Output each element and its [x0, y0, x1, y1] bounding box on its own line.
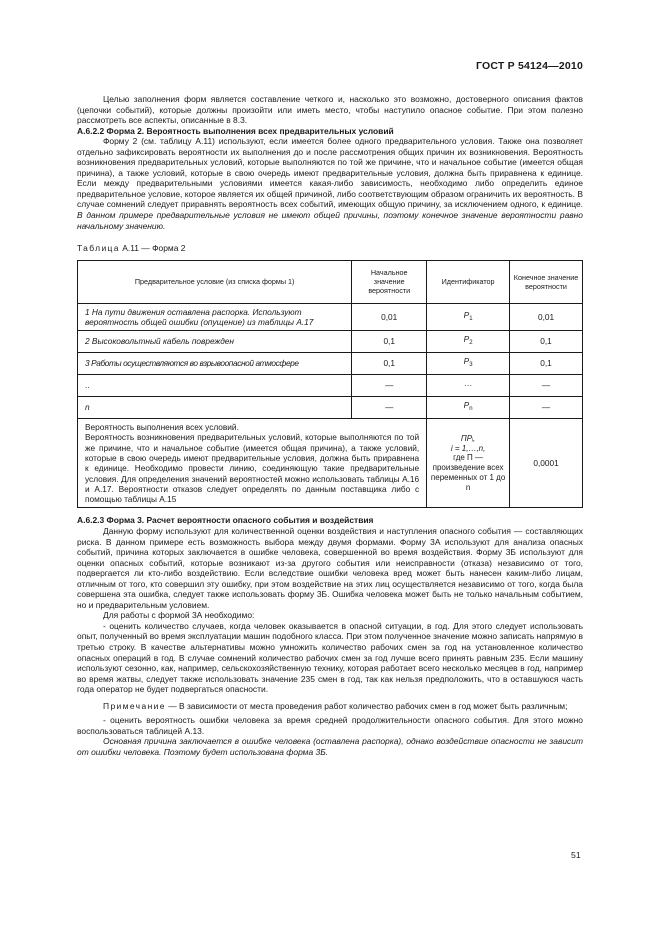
identifier-base: P	[463, 309, 470, 320]
summary-identifier	[427, 419, 510, 508]
note-paragraph	[77, 701, 583, 712]
section-a623-paragraph-1: Данную форму используют для количественной оценки воздействия и наступления опасного события — составляющих риска. В данном примере есть возможность выбора между двумя формами. Форму 3А используют для анализа опасных событий, причина которых заключается в ошибке человека, совершенной во время воздействия. Форму 3Б используют для оценки опасных событий, которые возникают из-за другого события или неисправности (отказа) независимо от того, подвергается ли кто-либо воздействию. Если вследствие ошибки человека вред может быть нанесен каким-либо лицам, отличным от того, кто совершил эту ошибку, при этом воздействие на этих лиц осуществляется независимо от того, когда была совершена эта ошибка, следует также использовать форму 3Б. Ошибка человека может быть не только начальным событием, но и предварительным условием.	[77, 525, 583, 610]
section-heading-a623: А.6.2.3 Форма 3. Расчет вероятности опасного события и воздействия	[77, 515, 374, 526]
table-row	[78, 353, 583, 375]
summary-description	[78, 419, 427, 508]
row-initial: —	[352, 375, 427, 397]
row-identifier	[427, 303, 510, 330]
identifier-subscript: 1	[469, 315, 473, 322]
table-header-row	[78, 260, 583, 303]
identifier-subscript: 3	[469, 362, 473, 369]
row-condition: 3 Работы осуществляются во взрывоопасной атмосфере	[78, 353, 352, 375]
document-body	[77, 94, 583, 757]
identifier-base: P	[463, 400, 470, 411]
section-a622-paragraph	[77, 136, 583, 231]
section-a622-text: Форму 2 (см. таблицу А.11) используют, если имеется более одного предварительного условия. Также она позволяет отдельно зафиксировать вероятности их выполнения до и после рассмотрения общих причин их возникновения. Вероятность возникновения предварительных условий, которые выполняются по той же причине, что и начальное событие (имеется общая причина), а также условий, которые в свою очередь имеют предварительные условия, должна быть приравнена к единице. Если между предварительными условиями имеется какая-либо зависимость, необходимо либо определить единое предварительное условие, которое является их общей причиной, либо соответствующим образом ограничить их вероятность. В случае сомнений следует приравнять вероятность всех событий, имеющих общую причину, за исключением одного, к единице.	[77, 136, 583, 210]
summary-line1: Вероятность выполнения всех условий.	[85, 422, 239, 433]
row-identifier	[427, 375, 510, 397]
table-row	[78, 375, 583, 397]
row-final: 0,01	[510, 303, 583, 330]
summary-id-line1: ΠPᵢ,	[460, 433, 476, 443]
header-final: Конечное значение вероятности	[510, 260, 583, 303]
table-row	[78, 331, 583, 353]
intro-paragraph: Целью заполнения форм является составление четкого и, насколько это возможно, достоверного описания фактов (цепочки событий), которые должны произойти или иметь место, чтобы наступило опасное событие. При этом полезно рассмотреть все аспекты, описанные в 8.3.	[77, 94, 583, 126]
form-2-table	[77, 260, 583, 509]
row-initial: 0,1	[352, 331, 427, 353]
section-a622-italic: В данном примере предварительные условия не имеют общей причины, поэтому конечное значение вероятности равно начальному значению.	[77, 210, 583, 231]
section-a623-paragraph-4: - оценить вероятность ошибки человека за время средней продолжительности опасного события. Для этого можно воспользоваться таблицей А.13.	[77, 715, 583, 736]
identifier-subscript: n	[469, 406, 473, 413]
note-text: — В зависимости от места проведения работ количество рабочих смен в год может быть различным;	[165, 700, 568, 711]
identifier-base: P	[463, 334, 470, 345]
row-final: 0,1	[510, 331, 583, 353]
header-initial: Начальное значение вероятности	[352, 260, 427, 303]
summary-id-line3: где Π — произведение всех переменных от 1 до n	[430, 453, 506, 492]
table-row	[78, 303, 583, 330]
row-identifier	[427, 397, 510, 419]
table-caption-rest: А.11 — Форма 2	[119, 243, 186, 254]
summary-text: Вероятность возникновения предварительных условий, которые выполняются по той же причине, что и начальное событие (имеется общая причина), а также условий, которые в свою очередь имеют предварительные условия, должна быть приравнена к единице. Необходимо провести линию, соединяющую такие предварительные условия. Для определения значений вероятностей можно использовать таблицы А.16 и А.17. Вероятности отказов следует определять по данным поставщика либо с помощью таблицы А.15	[85, 432, 420, 505]
section-a623-paragraph-2: Для работы с формой 3А необходимо:	[103, 610, 255, 621]
row-final: —	[510, 375, 583, 397]
row-condition: ..	[78, 375, 352, 397]
row-condition: 1 На пути движения оставлена распорка. Используют вероятность общей ошибки (опущение) из таблицы А.17	[78, 303, 352, 330]
row-initial: 0,01	[352, 303, 427, 330]
table-summary-row	[78, 419, 583, 508]
header-condition: Предварительное условие (из списка формы 1)	[78, 260, 352, 303]
identifier-subscript: 2	[469, 340, 473, 347]
row-final: 0,1	[510, 353, 583, 375]
summary-id-line2: i = 1,…,n,	[450, 443, 486, 453]
table-row	[78, 397, 583, 419]
document-header: ГОСТ Р 54124—2010	[475, 60, 583, 72]
header-identifier: Идентификатор	[427, 260, 510, 303]
row-initial: —	[352, 397, 427, 419]
identifier-base: …	[463, 378, 473, 389]
section-heading-a622-text: А.6.2.2 Форма 2. Вероятность выполнения всех предварительных условий	[77, 125, 394, 136]
row-condition: 2 Высоковольтный кабель поврежден	[78, 331, 352, 353]
row-initial: 0,1	[352, 353, 427, 375]
summary-final: 0,0001	[510, 419, 583, 508]
row-condition: n	[78, 397, 352, 419]
row-final: —	[510, 397, 583, 419]
section-a623-paragraph-5: Основная причина заключается в ошибке человека (оставлена распорка), однако воздействие опасности не зависит от ошибки человека. Поэтому будет использована форма 3Б.	[77, 736, 583, 757]
section-a623-paragraph-3: - оценить количество случаев, когда человек оказывается в опасной ситуации, в год. Для этого следует использовать опыт, полученный во время эксплуатации машин подобного класса. При этом полученное значение можно записать напрямую в третью строку. В качестве альтернативы можно умножить количество рабочих смен за год на установленное количество опасных операций в год. В случае сомнений количество рабочих смен за год лучше всего принять равным 235. Если машину используют сезонно, как, например, сельскохозяйственную технику, которая работает всего несколько месяцев в год, например во время жатвы, следует также использовать значение 235 смен в год, так как нельзя предположить, что в оставшуюся часть года оператор не будет подвергаться опасности.	[77, 620, 583, 695]
note-label: Примечание	[103, 700, 166, 711]
row-identifier	[427, 331, 510, 353]
table-caption-word: Таблица	[77, 243, 120, 254]
identifier-base: P	[463, 356, 470, 367]
section-heading-a622	[77, 126, 583, 137]
page-number: 51	[571, 850, 581, 860]
row-identifier	[427, 353, 510, 375]
table-caption	[77, 243, 583, 254]
